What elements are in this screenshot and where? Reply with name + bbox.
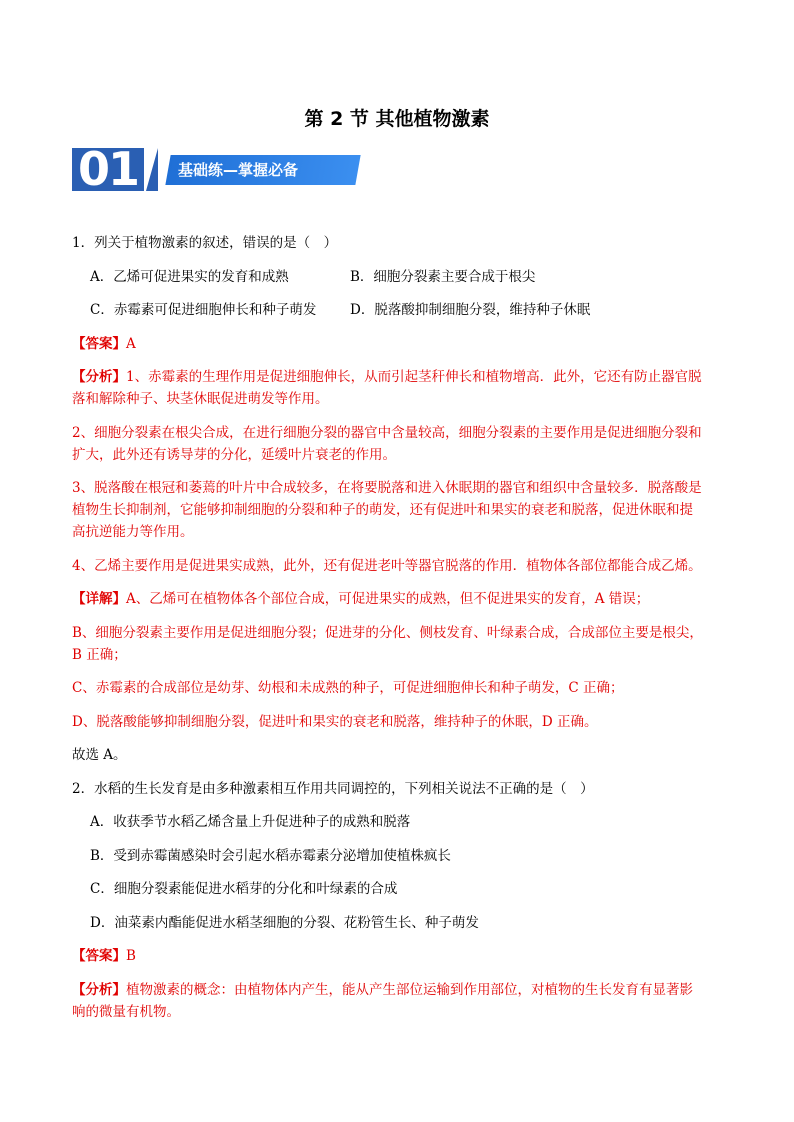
q1-analysis-2a: 2、细胞分裂素在根尖合成，在进行细胞分裂的器官中含量较高，细胞分裂素的主要作用是促进细胞分裂和 xyxy=(72,424,702,441)
q1-option-d: D．脱落酸抑制细胞分裂，维持种子休眠 xyxy=(350,302,591,318)
q1-detail-b-line1: B、细胞分裂素主要作用是促进细胞分裂；促进芽的分化、侧枝发育、叶绿素合成，合成部位主要是根尖， xyxy=(72,624,703,641)
page-title: 第 2 节 其他植物激素 xyxy=(304,108,490,130)
q1-detail-b-line2: B 正确； xyxy=(72,646,127,663)
banner-number: 01 xyxy=(72,148,144,191)
banner-label: 基础练—掌握必备 xyxy=(178,161,299,179)
q2-option-b: B．受到赤霉菌感染时会引起水稻赤霉素分泌增加使植株疯长 xyxy=(90,847,451,864)
q1-detail-a-text: A、乙烯可在植物体各个部位合成，可促进果实的成熟，但不促进果实的发育，A 错误； xyxy=(126,591,650,607)
q2-stem: 2．水稻的生长发育是由多种激素相互作用共同调控的，下列相关说法不正确的是（ ） xyxy=(72,780,594,797)
q1-option-a: A．乙烯可促进果实的发育和成熟 xyxy=(90,268,289,285)
section-banner xyxy=(72,142,358,196)
q1-analysis-3c: 高抗逆能力等作用。 xyxy=(72,524,194,540)
q1-analysis-1a-text: 1、赤霉素的生理作用是促进细胞伸长，从而引起茎秆伸长和植物增高．此外，它还有防止器官脱 xyxy=(126,369,702,385)
q2-answer-value: B xyxy=(126,948,136,964)
q1-analysis-4: 4、乙烯主要作用是促进果实成熟，此外，还有促进老叶等器官脱落的作用．植物体各部位都能合成乙烯。 xyxy=(72,557,702,574)
q1-conclusion: 故选 A。 xyxy=(72,747,127,763)
q2-analysis-1b: 响的微量有机物。 xyxy=(72,1003,180,1020)
q1-analysis-3a: 3、脱落酸在根冠和萎蔫的叶片中合成较多，在将要脱落和进入休眠期的器官和组织中含量较多．脱落酸是 xyxy=(72,480,702,496)
q2-analysis-1a xyxy=(72,979,724,1001)
q1-option-b: B．细胞分裂素主要合成于根尖 xyxy=(350,268,536,285)
q2-option-c: C．细胞分裂素能促进水稻芽的分化和叶绿素的合成 xyxy=(90,881,398,897)
q1-analysis-2b: 扩大，此外还有诱导芽的分化，延缓叶片衰老的作用。 xyxy=(72,446,396,463)
q1-options-row1 xyxy=(72,266,724,288)
q2-answer-tag: 【答案】 xyxy=(72,948,126,964)
q1-answer xyxy=(72,333,724,355)
q1-answer-value: A xyxy=(126,335,136,352)
q1-analysis-tag: 【分析】 xyxy=(72,369,126,385)
banner-label-box xyxy=(165,155,360,185)
q1-option-c: C．赤霉素可促进细胞伸长和种子萌发 xyxy=(90,302,317,318)
banner-slash-decoration xyxy=(146,148,158,191)
q1-detail-a xyxy=(72,588,724,610)
q1-analysis-1a xyxy=(72,366,724,388)
document-body xyxy=(72,232,724,1034)
q2-answer xyxy=(72,945,724,967)
q1-detail-c: C、赤霉素的合成部位是幼芽、幼根和未成熟的种子，可促进细胞伸长和种子萌发，C 正确； xyxy=(72,680,624,696)
q2-analysis-tag: 【分析】 xyxy=(72,981,126,998)
q2-option-d: D．油菜素内酯能促进水稻茎细胞的分裂、花粉管生长、种子萌发 xyxy=(90,914,479,931)
q1-detail-d: D、脱落酸能够抑制细胞分裂，促进叶和果实的衰老和脱落，维持种子的休眠，D 正确。 xyxy=(72,713,598,730)
q1-stem: 1．列关于植物激素的叙述，错误的是（ ） xyxy=(72,235,338,251)
q2-analysis-1a-text: 植物激素的概念：由植物体内产生，能从产生部位运输到作用部位，对植物的生长发育有显著影 xyxy=(126,981,693,998)
q1-analysis-1b: 落和解除种子、块茎休眠促进萌发等作用。 xyxy=(72,391,329,407)
q1-detail-tag: 【详解】 xyxy=(72,591,126,607)
q2-option-a: A．收获季节水稻乙烯含量上升促进种子的成熟和脱落 xyxy=(90,814,411,830)
q1-answer-tag: 【答案】 xyxy=(72,335,126,352)
q1-options-row2 xyxy=(72,299,724,321)
q1-analysis-3b: 植物生长抑制剂，它能够抑制细胞的分裂和种子的萌发，还有促进叶和果实的衰老和脱落，促进休眠和提 xyxy=(72,502,693,518)
